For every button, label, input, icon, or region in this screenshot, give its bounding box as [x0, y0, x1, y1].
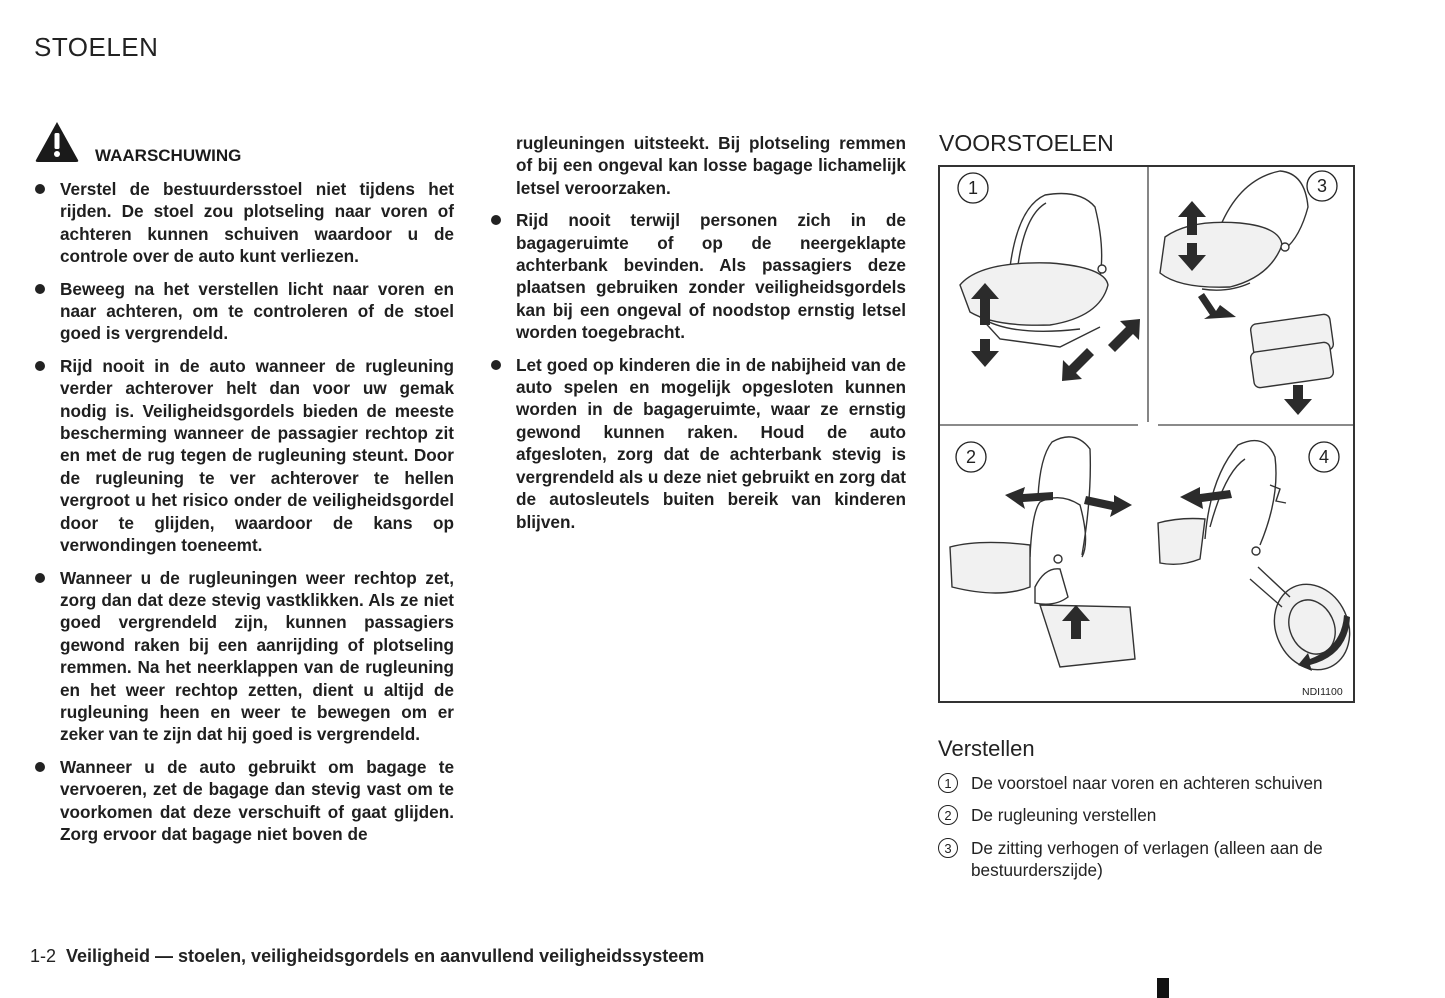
adjust-item — [938, 804, 1358, 826]
panel-number: 1 — [967, 178, 979, 198]
figure-title: VOORSTOELEN — [939, 130, 1114, 156]
item-text: De rugleuning verstellen — [971, 805, 1157, 826]
bullet-continuation: rugleuningen uitsteekt. Bij plotseling remmen of bij een ongeval kan losse bagage lichamelijk letsel veroorzaken. — [516, 133, 906, 198]
warning-bullet — [34, 178, 454, 268]
panel-number: 3 — [1316, 176, 1328, 196]
bullet-text: Rijd nooit in de auto wanneer de rugleuning verder achterover helt dan voor uw gemak nodig is. Veiligheidsgordels bieden de meeste bescherming wanneer de passagier rechtop zit en met de rug tegen de rugleuning steunt. Door de rugleuning te ver achterover te hellen vergroot u het risico onder de veiligheidsgordel door te glijden, waardoor de kans op verwondingen toeneemt. — [60, 355, 454, 556]
page-number: 1-2 — [30, 946, 57, 966]
figure-code: NDI1100 — [1302, 686, 1343, 698]
warning-triangle-icon — [34, 120, 80, 164]
page-footer — [30, 946, 704, 967]
item-number: 1 — [938, 773, 958, 793]
footer-text: Veiligheid — stoelen, veiligheidsgordels en aanvullend veiligheidssysteem — [66, 946, 705, 966]
bullet-dot — [491, 215, 501, 225]
panel-1-seat-slide — [960, 194, 1140, 382]
bullet-text: Let goed op kinderen die in de nabijheid van de auto spelen en mogelijk opgesloten kunnen worden in de bagageruimte, waar ze ernstig gewond kunnen raken. Houd de auto afgesloten, zorg dat de achterbank stevig is vergrendeld als u deze niet gebruikt en zorg dat de autosleutels buiten bereik van kinderen blijven. — [516, 354, 906, 532]
bullet-dot — [35, 284, 45, 294]
panel-number: 2 — [965, 447, 977, 467]
warning-column-right — [490, 132, 906, 543]
seat-illustration — [940, 167, 1353, 701]
item-number: 2 — [938, 805, 958, 825]
warning-bullet — [490, 209, 906, 343]
warning-bullet — [34, 278, 454, 345]
thumb-index-mark — [1157, 978, 1169, 998]
warning-bullet — [34, 756, 454, 846]
item-text: De voorstoel naar voren en achteren schuiven — [971, 773, 1323, 793]
warning-column-left — [34, 178, 454, 855]
bullet-text: Wanneer u de rugleuningen weer rechtop zet, zorg dan dat deze stevig vastklikken. Als ze niet goed vergrendeld zijn, kunnen passagiers gewond raken bij een aanrijding of plotseling remmen. Na het neerklappen van de rugleuning en het weer rechtop zetten, dient u altijd de rugleuning heen en weer te bewegen om er zeker van te zijn dat hij goed is vergrendeld. — [60, 567, 454, 745]
seat-adjustment-figure — [938, 165, 1355, 703]
bullet-dot — [35, 361, 45, 371]
warning-header — [34, 120, 464, 164]
warning-bullet — [34, 567, 454, 746]
bullet-text: Beweeg na het verstellen licht naar voren en naar achteren, om te controleren of de stoel goed is vergrendeld. — [60, 278, 454, 344]
warning-bullet — [490, 354, 906, 533]
bullet-text: Wanneer u de auto gebruikt om bagage te vervoeren, zet de bagage dan stevig vast om te voorkomen dat deze verschuift of gaat glijden. Zorg ervoor dat bagage niet boven de — [60, 756, 454, 844]
adjust-list — [938, 772, 1358, 892]
panel-number: 4 — [1318, 447, 1330, 467]
section-title: STOELEN — [34, 32, 159, 62]
adjust-item — [938, 837, 1358, 882]
bullet-dot — [491, 360, 501, 370]
bullet-dot — [35, 762, 45, 772]
bullet-dot — [35, 184, 45, 194]
warning-label: WAARSCHUWING — [95, 146, 242, 165]
item-text: De zitting verhogen of verlagen (alleen aan de bestuurderszijde) — [971, 837, 1323, 881]
bullet-dot — [35, 573, 45, 583]
panel-4-lumbar — [1158, 441, 1353, 683]
panel-2-recline — [950, 437, 1135, 667]
bullet-text: Rijd nooit terwijl personen zich in de bagageruimte of op de neergeklapte achterbank bevinden. Als passagiers deze plaatsen gebruiken zonder veiligheidsgordels kan bij een ongeval of noodstop ernstig letsel worden toegebracht. — [516, 210, 906, 343]
adjust-item — [938, 772, 1358, 794]
bullet-text: Verstel de bestuurdersstoel niet tijdens het rijden. De stoel zou plotseling naar voren of achteren kunnen schuiven waardoor u de controle over de auto kunt verliezen. — [60, 179, 454, 267]
item-number: 3 — [938, 838, 958, 858]
adjust-title: Verstellen — [938, 736, 1035, 761]
warning-bullet — [34, 355, 454, 557]
panel-3-seat-height — [1160, 171, 1334, 415]
